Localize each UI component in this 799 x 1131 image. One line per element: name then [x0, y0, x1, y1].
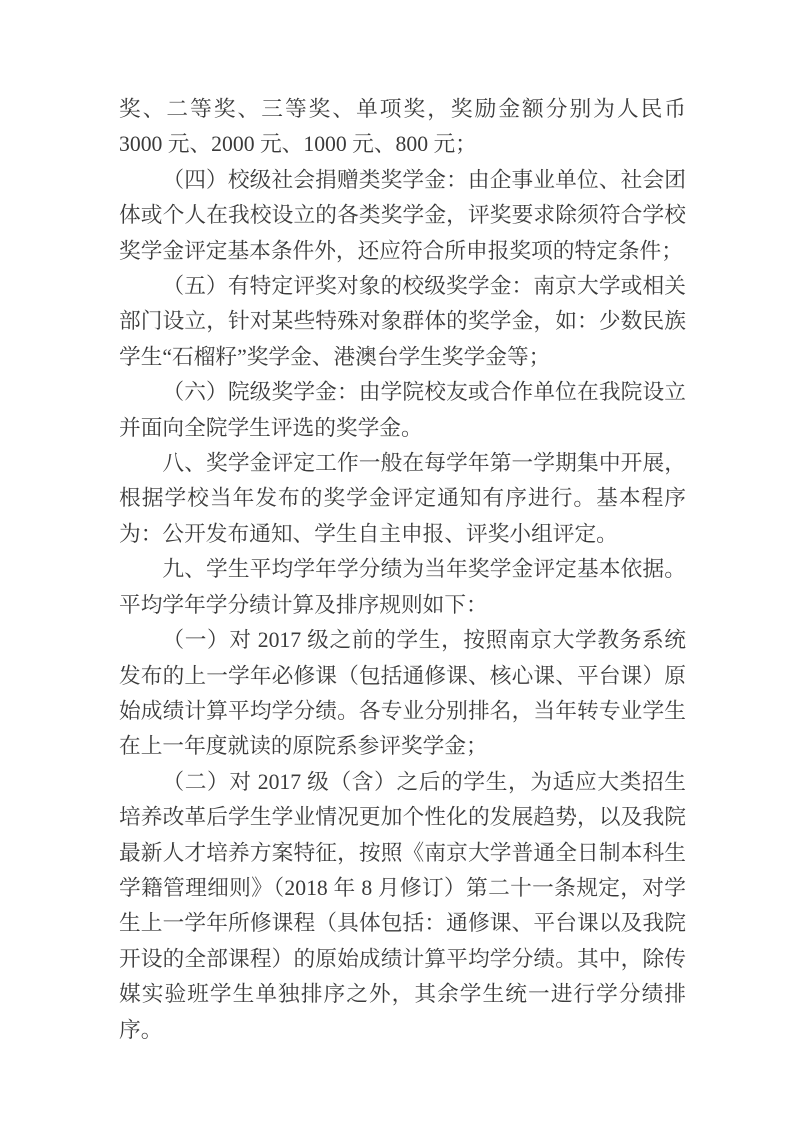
paragraph: 奖、二等奖、三等奖、单项奖，奖励金额分别为人民币 3000 元、2000 元、1000 元、800 元；: [119, 97, 686, 157]
paragraph: 八、奖学金评定工作一般在每学年第一学期集中开展，根据学校当年发布的奖学金评定通知有序进行。基本程序为：公开发布通知、学生自主申报、评奖小组评定。: [119, 451, 686, 546]
paragraph: （五）有特定评奖对象的校级奖学金：南京大学或相关部门设立，针对某些特殊对象群体的奖学金，如：少数民族学生“石榴籽”奖学金、港澳台学生奖学金等；: [119, 274, 686, 369]
paragraph: （六）院级奖学金：由学院校友或合作单位在我院设立并面向全院学生评选的奖学金。: [119, 380, 686, 440]
paragraph: （一）对 2017 级之前的学生，按照南京大学教务系统发布的上一学年必修课（包括通修课、核心课、平台课）原始成绩计算平均学分绩。各专业分别排名，当年转专业学生在上一年度就读的原院系参评奖学金；: [119, 628, 686, 759]
paragraph: （二）对 2017 级（含）之后的学生，为适应大类招生培养改革后学生学业情况更加个性化的发展趋势，以及我院最新人才培养方案特征，按照《南京大学普通全日制本科生学籍管理细则》（2018 年 8 月修订）第二十一条规定，对学生上一学年所修课程（具体包括：通修课、平台课以及我院开设的全部课程）的原始成绩计算平均学分绩。其中，除传媒实验班学生单独排序之外，其余学生统一进行学分绩排序。: [119, 769, 686, 1042]
paragraph: 九、学生平均学年学分绩为当年奖学金评定基本依据。平均学年学分绩计算及排序规则如下：: [119, 557, 686, 617]
document-body: [119, 92, 686, 1048]
paragraph: （四）校级社会捐赠类奖学金：由企事业单位、社会团体或个人在我校设立的各类奖学金，评奖要求除须符合学校奖学金评定基本条件外，还应符合所申报奖项的特定条件；: [119, 167, 686, 263]
